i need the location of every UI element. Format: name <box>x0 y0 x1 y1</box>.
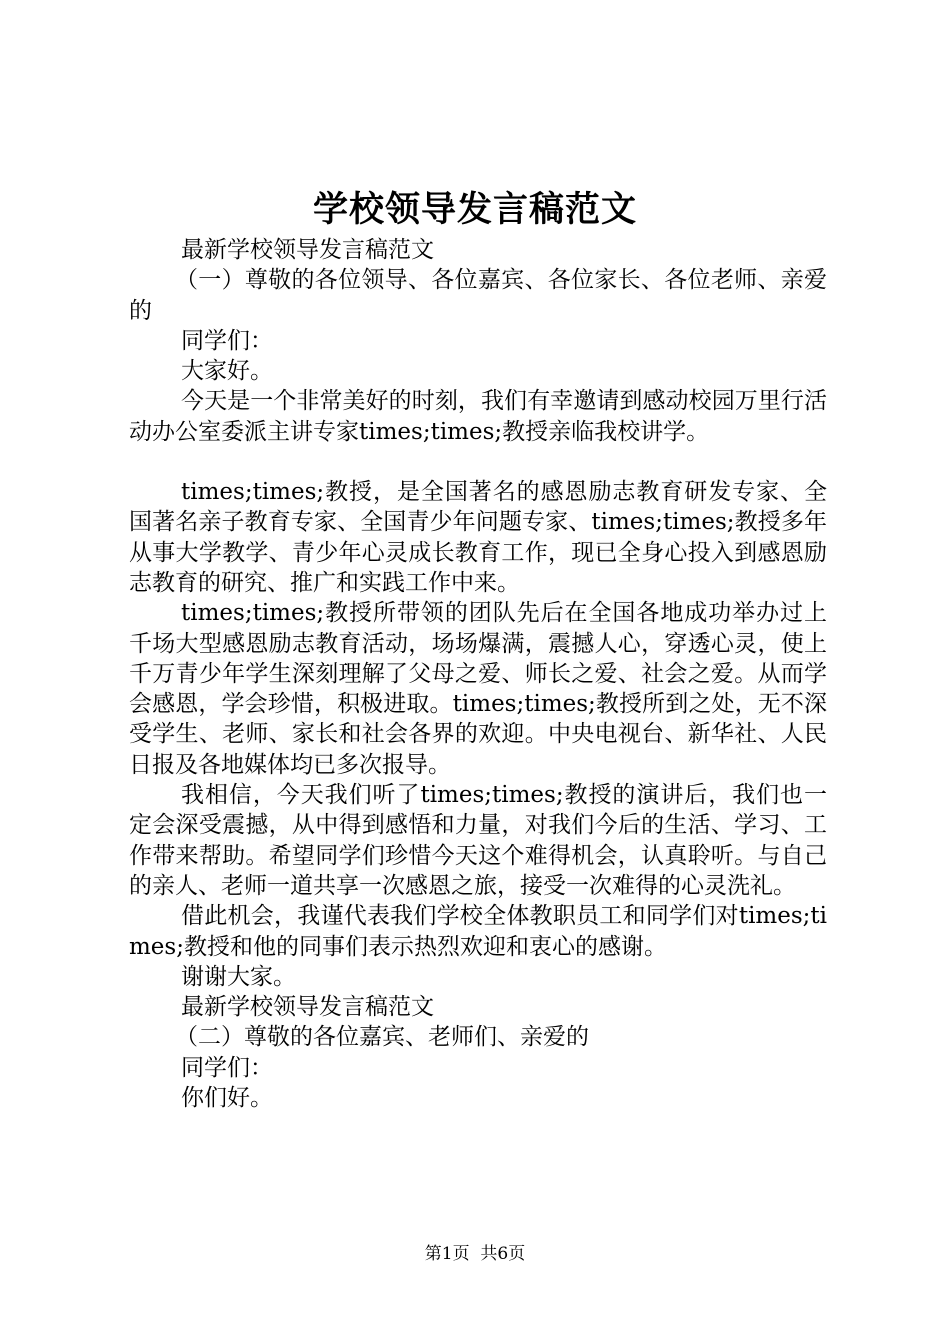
paragraph-salutation-1: （一）尊敬的各位领导、各位嘉宾、各位家长、各位老师、亲爱的 <box>129 267 827 324</box>
paragraph-closing: 谢谢大家。 <box>181 963 296 990</box>
page-footer <box>0 1243 950 1265</box>
page-number: 第1页 <box>424 1244 470 1264</box>
document-title: 学校领导发言稿范文 <box>312 189 637 230</box>
paragraph-greeting-1: 大家好。 <box>181 358 273 385</box>
paragraph-heading-2: 最新学校领导发言稿范文 <box>181 994 434 1021</box>
document-body <box>129 235 827 1113</box>
paragraph-professor-bio: times;times;教授，是全国著名的感恩励志教育研发专家、全国著名亲子教育专家、全国青少年问题专家、times;times;教授多年从事大学教学、青少年心灵成长教育工作，现已全身心投入到感恩励志教育的研究、推广和实践工作中来。 <box>129 479 827 596</box>
paragraph-intro: 今天是一个非常美好的时刻，我们有幸邀请到感动校园万里行活动办公室委派主讲专家times;times;教授亲临我校讲学。 <box>129 388 827 445</box>
paragraph-salutation-2: （二）尊敬的各位嘉宾、老师们、亲爱的 <box>175 1024 589 1051</box>
paragraph-students-1: 同学们： <box>181 327 273 354</box>
paragraph-heading-1: 最新学校领导发言稿范文 <box>181 237 434 263</box>
paragraph-team-activities: times;times;教授所带领的团队先后在全国各地成功举办过上千场大型感恩励志教育活动，场场爆满，震撼人心，穿透心灵，使上千万青少年学生深刻理解了父母之爱、师长之爱、社会之爱。从而学会感恩，学会珍惜，积极进取。times;times;教授所到之处，无不深受学生、老师、家长和社会各界的欢迎。中央电视台、新华社、人民日报及各地媒体均已多次报导。 <box>129 600 827 778</box>
paragraph-thanks: 借此机会，我谨代表我们学校全体教职员工和同学们对times;times;教授和他的同事们表示热烈欢迎和衷心的感谢。 <box>129 903 827 960</box>
paragraph-greeting-2: 你们好。 <box>181 1085 273 1112</box>
page-total: 共6页 <box>480 1244 526 1264</box>
paragraph-students-2: 同学们： <box>181 1054 273 1081</box>
paragraph-belief: 我相信，今天我们听了times;times;教授的演讲后，我们也一定会深受震撼，从中得到感悟和力量，对我们今后的生活、学习、工作带来帮助。希望同学们珍惜今天这个难得机会，认真聆听。与自己的亲人、老师一道共享一次感恩之旅，接受一次难得的心灵洗礼。 <box>129 782 827 899</box>
